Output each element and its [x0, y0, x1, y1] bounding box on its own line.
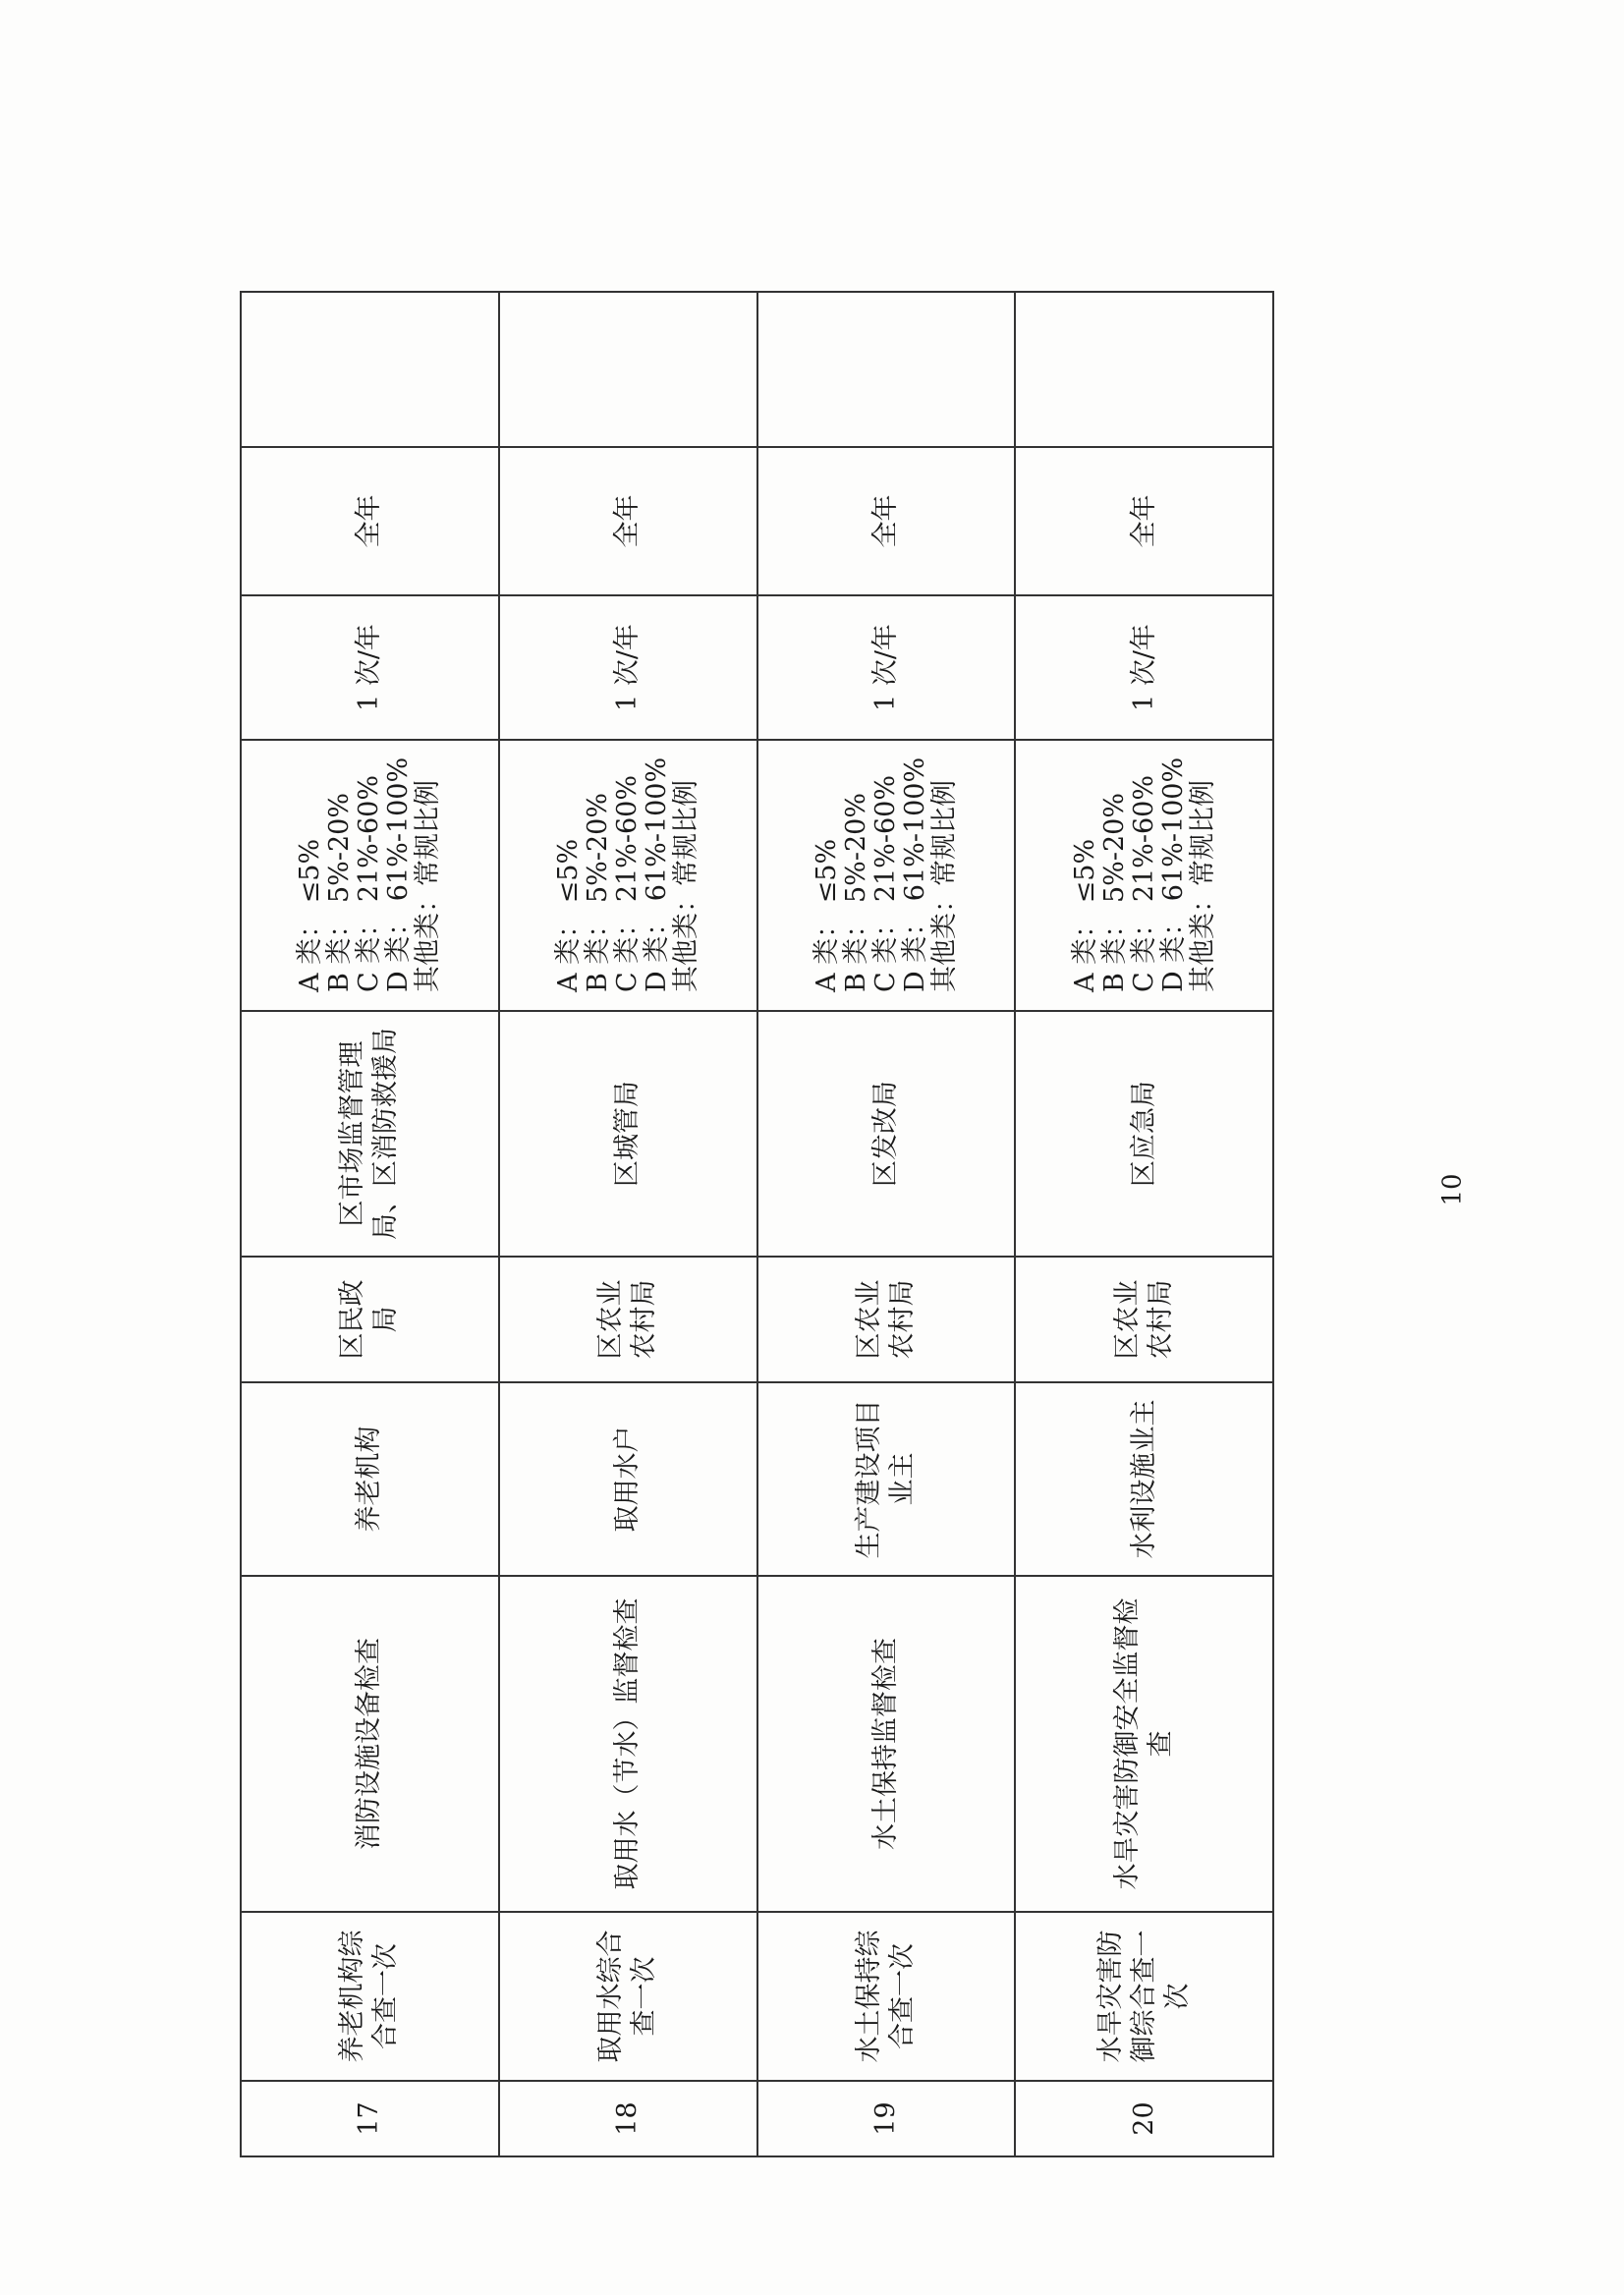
- table-row: [499, 292, 757, 2156]
- item-name: 水土保持综合查一次: [757, 1912, 1016, 2081]
- check-time: 全年: [1015, 447, 1273, 595]
- page-number: 10: [1437, 1173, 1468, 1206]
- row-number: 17: [241, 2081, 499, 2156]
- check-frequency: 1 次/年: [241, 595, 499, 740]
- ratio-line: C 类： 21%-60%: [1128, 775, 1159, 992]
- ratio-line: C 类： 21%-60%: [354, 775, 385, 992]
- rotated-table-container: [240, 293, 1274, 2157]
- lead-department: 区农业农村局: [1015, 1257, 1273, 1382]
- ratio-line: D 类： 61%-100%: [642, 756, 673, 992]
- item-name: 养老机构综合查一次: [241, 1912, 499, 2081]
- cooperating-department: 区城管局: [499, 1011, 757, 1257]
- row-number: 19: [757, 2081, 1016, 2156]
- ratio-line: C 类： 21%-60%: [869, 775, 901, 992]
- lead-department: 区民政局: [241, 1257, 499, 1382]
- note: [757, 292, 1016, 447]
- check-time: 全年: [757, 447, 1016, 595]
- sampling-ratio: [241, 740, 499, 1011]
- inspection-table: [240, 291, 1274, 2157]
- note: [241, 292, 499, 447]
- note: [1015, 292, 1273, 447]
- check-object: 水利设施业主: [1015, 1382, 1273, 1576]
- item-name: 水旱灾害防御综合查一次: [1015, 1912, 1273, 2081]
- ratio-line: C 类： 21%-60%: [612, 775, 644, 992]
- ratio-line: 其他类：常规比例: [1187, 780, 1218, 992]
- sampling-ratio: [499, 740, 757, 1011]
- check-object: 养老机构: [241, 1382, 499, 1576]
- item-name: 取用水综合查一次: [499, 1912, 757, 2081]
- ratio-line: 其他类：常规比例: [413, 780, 444, 992]
- check-frequency: 1 次/年: [1015, 595, 1273, 740]
- check-content: 水旱灾害防御安全监督检查: [1015, 1576, 1273, 1912]
- table-row: [241, 292, 499, 2156]
- check-time: 全年: [241, 447, 499, 595]
- ratio-line: 其他类：常规比例: [671, 780, 702, 992]
- ratio-line: B 类： 5%-20%: [583, 793, 614, 992]
- check-content: 取用水（节水）监督检查: [499, 1576, 757, 1912]
- ratio-line: 其他类：常规比例: [928, 780, 960, 992]
- table-row: [1015, 292, 1273, 2156]
- cooperating-department: 区应急局: [1015, 1011, 1273, 1257]
- cooperating-department: 区市场监督管理局、区消防救援局: [241, 1011, 499, 1257]
- ratio-line: B 类： 5%-20%: [324, 793, 356, 992]
- ratio-line: D 类： 61%-100%: [383, 756, 415, 992]
- lead-department: 区农业农村局: [757, 1257, 1016, 1382]
- ratio-line: A 类： ≤5%: [811, 838, 842, 992]
- note: [499, 292, 757, 447]
- check-frequency: 1 次/年: [757, 595, 1016, 740]
- table-row: [757, 292, 1016, 2156]
- ratio-line: B 类： 5%-20%: [1098, 793, 1130, 992]
- ratio-line: D 类： 61%-100%: [899, 756, 930, 992]
- check-object: 取用水户: [499, 1382, 757, 1576]
- sampling-ratio: [757, 740, 1016, 1011]
- check-content: 水土保持监督检查: [757, 1576, 1016, 1912]
- ratio-line: A 类： ≤5%: [1069, 838, 1100, 992]
- ratio-line: D 类： 61%-100%: [1157, 756, 1189, 992]
- row-number: 18: [499, 2081, 757, 2156]
- ratio-line: A 类： ≤5%: [553, 838, 585, 992]
- sampling-ratio: [1015, 740, 1273, 1011]
- check-content: 消防设施设备检查: [241, 1576, 499, 1912]
- check-time: 全年: [499, 447, 757, 595]
- check-object: 生产建设项目业主: [757, 1382, 1016, 1576]
- check-frequency: 1 次/年: [499, 595, 757, 740]
- ratio-line: A 类： ≤5%: [295, 838, 326, 992]
- lead-department: 区农业农村局: [499, 1257, 757, 1382]
- row-number: 20: [1015, 2081, 1273, 2156]
- cooperating-department: 区发改局: [757, 1011, 1016, 1257]
- ratio-line: B 类： 5%-20%: [840, 793, 871, 992]
